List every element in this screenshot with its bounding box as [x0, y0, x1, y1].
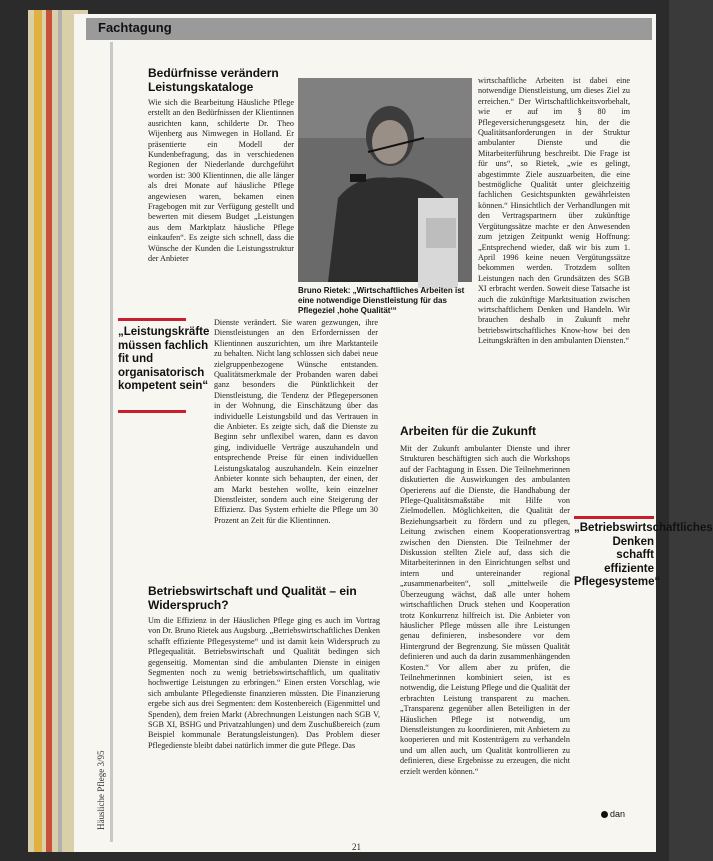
pullquote-left: „Leistungskräfte müssen fachlich fit und organisatorisch kompetent sein“: [118, 326, 210, 392]
side-running-label: Häusliche Pflege 3/95: [96, 750, 106, 830]
pullquote-right: „Betriebswirtschaftliches Denken schafft effiziente Pflegesysteme“: [574, 522, 713, 588]
pullquote-rule-bottom: [118, 410, 186, 413]
heading-arbeiten-zukunft: Arbeiten für die Zukunft: [400, 424, 536, 438]
binder-stripe-red: [46, 10, 52, 852]
binder-stripe-gray: [58, 10, 62, 852]
article-text-col1: Wie sich die Bearbeitung Häusliche Pflege erstellt an den Bedürfnissen der Klientinnen ausrichten kann, schilderte Dr. Theo Wijenberg aus Nimwegen in Holland. Er präsentierte ein Modell der Kundenbefragung, das in verschiedenen Regionen der Niederlande durchgeführt worden ist: 300 Klientinnen, die alle länger als drei Monate auf häusliche Pflege angewiesen waren, bekamen einen Fragebogen mit zur Verfügung gestellt und bewerten mit diesem Budget „Leistungen aus dem Marktplatz häusliche Pflege einkaufen“. Es zeigte sich schnell, dass die Wünsche der Kunden die Leistungsstruktur der Anbieter: [148, 98, 294, 264]
pullquote-rule-right: [574, 516, 654, 519]
article-text-col1b: Dienste verändert. Sie waren gezwungen, ihre Dienstleistungen an den Erfordernissen der Klientinnen auszurichten, um ihre Marktanteile zu behalten. Nicht lang schlossen sich dabei neue zielgruppenbezogene Wünsche entstanden. Qualitätsmerkmale der Probanden waren dabei ganz besonders die Pünktlichkeit der Dienstleistung, die Tendenz der Pflegepersonen in der Wohnung, die Einschätzung über das individuelle Leistungsbild und das Vertrauen in die Anbieter. Es zeigte sich, daß die Dienste zu Beginn sehr unflexibel waren, dann es davon ging, individuelle Verträge auszuhandeln und entsprechende Preise für einen individuellen Leistungskatalog auszuhandeln. Kein einzelner Anbieter konnte sich behaupten, der einen, der am Markt bestehen wollte, kein einzelner Dienstleister, sondern auch eine Steigerung der Effizienz. Das System erhielte die Pflege um 30 Prozent an Zeit für die Klientinnen.: [214, 318, 378, 525]
section-title: Fachtagung: [98, 20, 172, 35]
heading-betriebswirtschaft: Betriebswirtschaft und Qualität – ein Widerspruch?: [148, 584, 357, 612]
end-mark-icon: [601, 811, 608, 818]
article-text-col2: Um die Effizienz in der Häuslichen Pflege ging es auch im Vortrag von Dr. Bruno Rietek aus Augsburg. „Betriebswirtschaftliches Denken schafft effiziente Pflegesysteme“ und ist damit kein Widerspruch zu Pflegequalität. Betriebswirtschaft und Qualität bedingen sich gegenseitig. Momentan sind die ambulanten Dienste in einigen Segmenten noch zu wenig betriebswirtschaftlich, um qualitativ hochwertige Leistungen zu erbringen.“ Einen ersten Vorschlag, wie sich ambulante Pflegedienste finanzieren müssten. Die Finanzierung ergebe sich aus drei Segmenten: dem Kostenbereich (Eigenmittel und Spenden), dem freien Markt (Abrechnungen Leistungen nach SGB V, SGB XI, BSHG und Privatzahlungen) und dem Zuschußbereich (zum Beispiel kommunale Beratungsleistungen). Das Problem dieser Pflegedienste bleibt dabei natürlich immer die gute Pflege. Das: [148, 616, 380, 750]
photo-caption: Bruno Rietek: „Wirtschaftliches Arbeiten ist eine notwendige Dienstleistung für das Pflegeziel ‚hohe Qualität‘“: [298, 286, 465, 315]
speaker-photo: [298, 78, 472, 282]
page-number: 21: [352, 842, 361, 852]
author-signature: dan: [610, 809, 626, 819]
pullquote-rule: [118, 318, 186, 321]
binder-stripe-yellow: [34, 10, 42, 852]
heading-beduerfnisse: Bedürfnisse verändern Leistungskataloge: [148, 66, 279, 94]
article-text-col4: Mit der Zukunft ambulanter Dienste und ihrer Strukturen beschäftigten sich auch die Workshops auf der Fachtagung in Essen. Die Teilnehmerinnen diskutierten die Auswirkungen des ambulanten Operierens auf die Dienste, die Handhabung der Pflege-Qualitätsmaßstäbe mit Hilfe von Zielmodellen. Möglichkeiten, die Qualität der Beziehungsarbeit zu fördern und zu pflegen, Leitung zwischen einem Kooperationsvertrag zwischen den Diensten. Die Teilnehmer der Diskussion stellten Ziele auf, dass sich die Mitarbeiterinnen in den Einrichtungen selbst und intern und untereinander regional „zusammenarbeiten“, soll „mittelweile die Überzeugung wächst, daß alle unter hohem wirtschaftlichen Druck stehen und Kooperation trotz Konkurrenz hilfreich ist. Die Anbieter von häuslicher Pflege müssen alle ihre Leistungen genau definieren, insbesondere vor dem Hintergrund der Begrenzung. Sie müssen Qualität definieren und auch da darin zusammenhängenden Kosten.“ Vor allem aber zu prüfen, die Teilnehmerinnen kombiniert seien, ist es notwendig, die Leistung Pflege und die Qualität der erbrachten Leistung transparent zu machen. „Transparenz gegenüber allen Beteiligten in der Häuslichen Pflege ist notwendig, um Dienstleistungen zu koordinieren, mit Anbietern zu kooperieren und mit Kostenträgern zu verhandeln und um allen auch, um Qualität kontrollieren zu definieren, diese Ergebnisse zu erzeugen, die nicht erzielt werden können.“: [400, 444, 570, 776]
speaker-photo-image: [298, 78, 472, 282]
article-text-col3a: wirtschaftliche Arbeiten ist dabei eine notwendige Dienstleistung, um dieses Ziel zu erreichen.“ Der Wirtschaftlichkeitsvorbehalt, wie er auf im § 80 im Pflegeversicherungsgesetz hin, der die Qualitätsanforderungen in der Struktur ambulanter Dienste und die Mitarbeiterführung beschreibt. Die Frage ist für uns“, so Rietek, „wie es gelingt, abgestimmte Ziele auszuarbeiten, die eine bestmögliche Qualität unter gleichzeitig fachlichen Gesichtspunkten gewährleisten können.“ Hinsichtlich der Verhandlungen mit den Vertragspartnern über zukünftige Vergütungssätze machte er den Anwesenden zum jetzigen Zeitpunkt wenig Hoffnung: „Entsprechend wieder, daß wir bis zum 1. April 1996 keine neuen Vergütungssätze bekommen werden. Trotzdem sollten Leistungen nach den Grundsätzen des SGB XI erbracht werden. Soweit diese Tatsache ist auch die zukünftige Marktsituation zwischen wirtschaftlichem Denken und Handeln. Wir brauchen deshalb in Zukunft mehr betriebswirtschaftliches Know-how bei den Leitungskräften in den ambulanten Diensten.“: [478, 76, 630, 346]
